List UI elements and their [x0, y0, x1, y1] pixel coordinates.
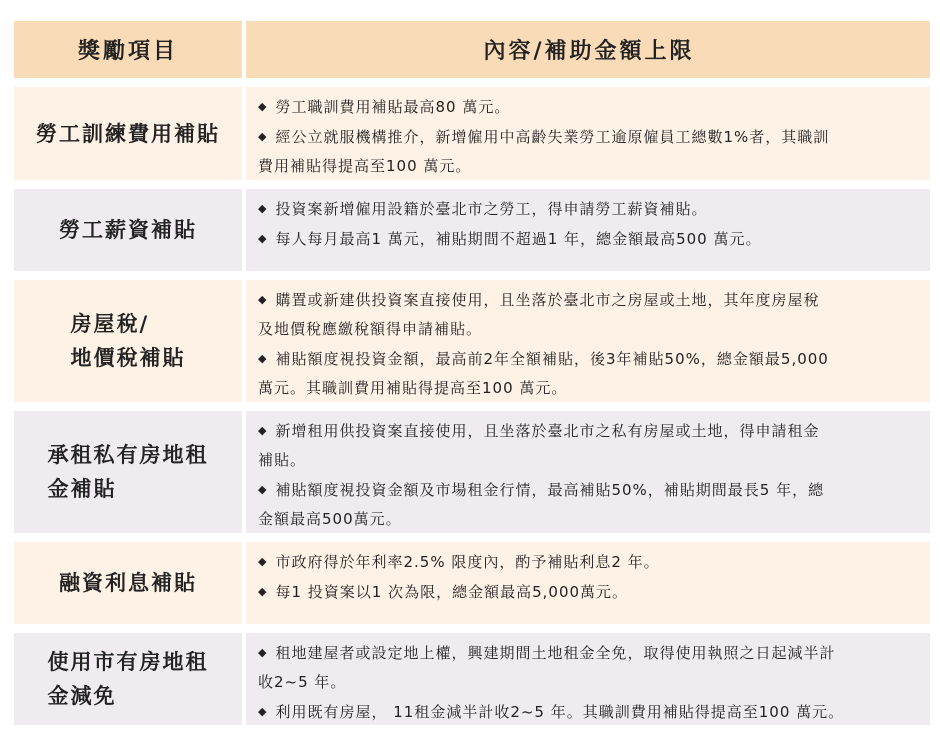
bullet-text: 補貼額度視投資金額及市場租金行情，最高補貼50%，補貼期間最長5 年，總 — [275, 481, 825, 499]
bullet-line — [258, 194, 920, 224]
table-row — [14, 542, 930, 624]
diamond-bullet-icon: ◆ — [258, 293, 268, 306]
table-row — [14, 189, 930, 271]
table-body — [14, 87, 930, 725]
bullet-text: 補貼額度視投資金額，最高前2年全額補貼，後3年補貼50%，總金額最5,000 — [275, 350, 829, 368]
diamond-bullet-icon: ◆ — [258, 232, 268, 245]
bullet-text: 新增租用供投資案直接使用，且坐落於臺北市之私有房屋或土地，得申請租金 — [275, 422, 820, 440]
bullet-line — [258, 344, 920, 374]
bullet-text: 及地價稅應繳稅額得申請補貼。 — [258, 320, 483, 338]
diamond-bullet-icon: ◆ — [258, 100, 268, 113]
bullet-text: 萬元。其職訓費用補貼得提高至100 萬元。 — [258, 379, 568, 397]
item-name-cell — [14, 542, 242, 624]
item-name-line: 房屋稅/ — [70, 312, 150, 336]
item-name — [48, 645, 209, 713]
item-name-cell — [14, 87, 242, 180]
bullet-line — [258, 315, 920, 344]
diamond-bullet-icon: ◆ — [258, 424, 268, 437]
bullet-line — [258, 638, 920, 668]
diamond-bullet-icon: ◆ — [258, 705, 268, 718]
bullet-line — [258, 697, 920, 727]
item-name-cell — [14, 411, 242, 533]
bullet-line — [258, 224, 920, 254]
bullet-line — [258, 374, 920, 403]
bullet-text: 補貼。 — [258, 451, 307, 469]
bullet-line — [258, 152, 920, 181]
item-name-line: 金補貼 — [47, 477, 117, 501]
content-cell — [246, 542, 930, 624]
bullet-text: 費用補貼得提高至100 萬元。 — [258, 157, 472, 175]
content-cell — [246, 189, 930, 271]
table-row — [14, 280, 930, 402]
header-item-column: 獎勵項目 — [14, 21, 242, 78]
bullet-text: 每1 投資案以1 次為限，總金額最高5,000萬元。 — [275, 583, 629, 601]
diamond-bullet-icon: ◆ — [258, 352, 268, 365]
item-name — [48, 438, 209, 506]
diamond-bullet-icon: ◆ — [258, 202, 268, 215]
bullet-text: 投資案新增僱用設籍於臺北市之勞工，得申請勞工薪資補貼。 — [275, 200, 708, 218]
item-name-line: 金減免 — [47, 684, 117, 708]
bullet-text: 金額最高500萬元。 — [258, 510, 402, 528]
item-name-line: 勞工薪資補貼 — [59, 218, 197, 242]
item-name-line: 地價稅補貼 — [70, 346, 186, 370]
diamond-bullet-icon: ◆ — [258, 555, 268, 568]
item-name-cell — [14, 280, 242, 402]
content-cell — [246, 87, 930, 180]
table-row — [14, 633, 930, 725]
bullet-line — [258, 577, 920, 607]
bullet-text: 購置或新建供投資案直接使用，且坐落於臺北市之房屋或土地，其年度房屋稅 — [275, 291, 820, 309]
header-content-column: 內容/補助金額上限 — [246, 21, 930, 78]
content-cell — [246, 280, 930, 402]
bullet-text: 收2~5 年。 — [258, 673, 347, 691]
item-name-cell — [14, 189, 242, 271]
diamond-bullet-icon: ◆ — [258, 585, 268, 598]
bullet-line — [258, 285, 920, 315]
bullet-line — [258, 122, 920, 152]
item-name — [36, 117, 220, 151]
item-name-line: 承租私有房地租 — [47, 443, 209, 467]
table-row — [14, 87, 930, 180]
content-cell — [246, 411, 930, 533]
bullet-line — [258, 505, 920, 534]
bullet-line — [258, 92, 920, 122]
bullet-text: 勞工職訓費用補貼最高80 萬元。 — [275, 98, 511, 116]
diamond-bullet-icon: ◆ — [258, 483, 268, 496]
item-name — [59, 213, 197, 247]
bullet-line — [258, 668, 920, 697]
item-name-cell — [14, 633, 242, 725]
item-name-line: 融資利息補貼 — [59, 571, 197, 595]
diamond-bullet-icon: ◆ — [258, 130, 268, 143]
bullet-line — [258, 446, 920, 475]
table-row — [14, 411, 930, 533]
bullet-line — [258, 475, 920, 505]
diamond-bullet-icon: ◆ — [258, 646, 268, 659]
item-name-line: 勞工訓練費用補貼 — [36, 121, 220, 146]
bullet-line — [258, 547, 920, 577]
item-name — [59, 566, 197, 600]
item-name — [71, 307, 186, 375]
bullet-text: 利用既有房屋， 11租金減半計收2~5 年。其職訓費用補貼得提高至100 萬元。 — [275, 703, 845, 721]
bullet-text: 每人每月最高1 萬元，補貼期間不超過1 年，總金額最高500 萬元。 — [275, 230, 762, 248]
bullet-text: 市政府得於年利率2.5% 限度內，酌予補貼利息2 年。 — [275, 553, 660, 571]
bullet-line — [258, 416, 920, 446]
bullet-text: 租地建屋者或設定地上權，興建期間土地租金全免，取得使用執照之日起減半計 — [275, 644, 836, 662]
incentive-table — [14, 21, 930, 725]
item-name-line: 使用市有房地租 — [47, 650, 209, 674]
table-header — [14, 21, 930, 78]
bullet-text: 經公立就服機構推介，新增僱用中高齡失業勞工逾原僱員工總數1%者，其職訓 — [275, 128, 830, 146]
content-cell — [246, 633, 930, 725]
